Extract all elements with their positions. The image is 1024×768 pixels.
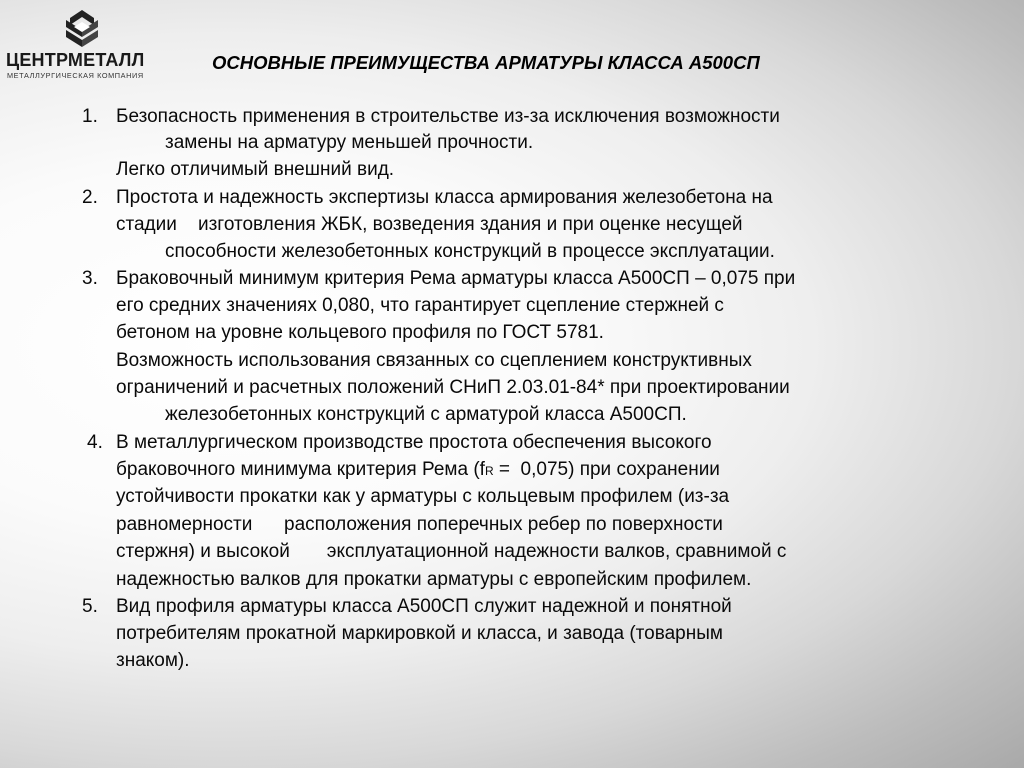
list-item-number: 1. <box>82 106 98 127</box>
list-item-line: Безопасность применения в строительстве из-за исключения возможности <box>116 106 780 127</box>
list-item-number: 4. <box>87 432 103 453</box>
list-item-line: стадии изготовления ЖБК, возведения здания и при оценке несущей <box>116 214 743 235</box>
list-item-line: знаком). <box>116 650 190 671</box>
list-item-line: замены на арматуру меньшей прочности. <box>165 132 534 153</box>
list-item-line: Браковочный минимум критерия Рема арматуры класса А500СП – 0,075 при <box>116 268 796 289</box>
list-item-line: надежностью валков для прокатки арматуры с европейским профилем. <box>116 569 752 590</box>
company-name: ЦЕНТРМЕТАЛЛ <box>6 50 145 70</box>
list-item-number: 2. <box>82 187 98 208</box>
list-item-line: способности железобетонных конструкций в процессе эксплуатации. <box>165 241 775 262</box>
list-item-number: 5. <box>82 596 98 617</box>
list-item-line: бетоном на уровне кольцевого профиля по ГОСТ 5781. <box>116 322 604 343</box>
formula-text: = 0,075) при сохранении <box>493 459 720 480</box>
formula-text: браковочного минимума критерия Рема (f <box>116 459 485 480</box>
formula-subscript: R <box>484 464 494 478</box>
list-item-line <box>116 459 720 482</box>
list-item-line: стержня) и высокой эксплуатационной надежности валков, сравнимой с <box>116 541 787 562</box>
list-item-line: устойчивости прокатки как у арматуры с кольцевым профилем (из-за <box>116 486 730 507</box>
list-item-line: его средних значениях 0,080, что гарантирует сцепление стержней с <box>116 295 724 316</box>
list-item-line: потребителям прокатной маркировкой и класса, и завода (товарным <box>116 623 723 644</box>
list-item-line: железобетонных конструкций с арматурой класса А500СП. <box>165 404 687 425</box>
list-item-line: В металлургическом производстве простота обеспечения высокого <box>116 432 712 453</box>
list-item-line: ограничений и расчетных положений СНиП 2.03.01-84* при проектировании <box>116 377 790 398</box>
list-item-line: Вид профиля арматуры класса А500СП служит надежной и понятной <box>116 596 732 617</box>
page-title: ОСНОВНЫЕ ПРЕИМУЩЕСТВА АРМАТУРЫ КЛАССА А500СП <box>212 52 760 73</box>
company-subtitle: МЕТАЛЛУРГИЧЕСКАЯ КОМПАНИЯ <box>7 71 144 80</box>
list-item-line: Простота и надежность экспертизы класса армирования железобетона на <box>116 187 773 208</box>
list-item-line: Легко отличимый внешний вид. <box>116 159 395 180</box>
list-item-line: равномерности расположения поперечных ребер по поверхности <box>116 514 723 535</box>
list-item-number: 3. <box>82 268 98 289</box>
list-item-line: Возможность использования связанных со сцеплением конструктивных <box>116 350 752 371</box>
